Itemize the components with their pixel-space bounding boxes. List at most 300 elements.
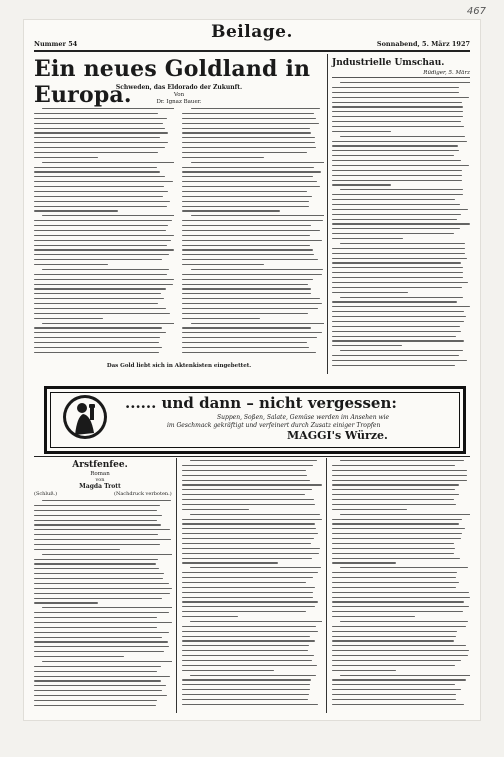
text-line (332, 533, 462, 534)
text-line (332, 331, 461, 332)
newspaper-page (24, 20, 480, 720)
text-line (182, 533, 318, 534)
text-line (34, 685, 166, 686)
text-line (182, 558, 312, 559)
text-line (34, 264, 108, 265)
text-line (332, 553, 454, 554)
text-line (34, 157, 98, 158)
text-line (182, 249, 313, 250)
text-line (34, 598, 162, 599)
text-line (34, 515, 162, 516)
byline-von: Von (173, 92, 185, 98)
text-line (332, 277, 463, 278)
text-line (332, 287, 462, 288)
text-line (182, 245, 310, 246)
text-line (191, 162, 324, 163)
ad-tagline-1: Suppen, Soßen, Salate, Gemüse werden im Ansehen wie (217, 414, 390, 421)
text-line (182, 601, 318, 602)
text-line (332, 543, 454, 544)
text-line (182, 494, 305, 495)
text-line (332, 699, 456, 700)
text-line (34, 171, 160, 172)
rundschau-rule (332, 77, 470, 78)
text-line (332, 199, 455, 200)
text-line (182, 132, 311, 133)
text-line (34, 676, 170, 677)
text-line (332, 558, 460, 559)
text-line (182, 201, 309, 202)
text-line (190, 621, 322, 622)
cook-illustration (61, 393, 109, 441)
text-line (34, 191, 168, 192)
text-line (34, 220, 172, 221)
text-line (340, 82, 470, 83)
text-line (332, 116, 463, 117)
text-line (34, 327, 162, 328)
text-line (34, 284, 173, 285)
text-line (182, 499, 314, 500)
text-line (332, 292, 408, 293)
serial-column-3 (332, 460, 470, 712)
text-line (34, 332, 166, 333)
text-line (34, 632, 169, 633)
text-line (34, 666, 161, 667)
text-line (182, 582, 306, 583)
text-line (340, 460, 464, 461)
text-line (332, 336, 456, 337)
text-line (332, 204, 460, 205)
text-line (182, 259, 318, 260)
text-line (332, 694, 456, 695)
text-line (332, 111, 463, 112)
lead-kicker: Schweden, das Eldorado der Zukunft. (115, 84, 243, 91)
text-line (332, 484, 459, 485)
text-line (34, 245, 167, 246)
text-line (34, 705, 156, 706)
text-line (42, 661, 172, 662)
text-line (182, 465, 313, 466)
text-line (332, 209, 468, 210)
text-line (34, 210, 118, 211)
text-line (34, 352, 159, 353)
lead-closing-line: Das Gold liebt sich in Aktenkisten eingebettet. (106, 363, 252, 369)
text-line (42, 554, 172, 555)
text-line (34, 308, 166, 309)
text-line (332, 97, 469, 98)
text-line (332, 601, 464, 602)
text-line (34, 313, 170, 314)
maggi-advertisement (44, 386, 466, 454)
text-line (34, 544, 160, 545)
text-line (34, 142, 168, 143)
text-line (182, 347, 309, 348)
text-line (332, 504, 456, 505)
text-line (34, 559, 158, 560)
text-line (34, 240, 171, 241)
text-line (332, 306, 470, 307)
text-line (182, 645, 309, 646)
byline-author: Dr. Ignaz Bauer. (156, 99, 202, 105)
text-line (332, 160, 461, 161)
text-line (182, 303, 322, 304)
text-line (332, 538, 461, 539)
text-line (182, 288, 311, 289)
text-line (340, 567, 468, 568)
text-line (182, 352, 316, 353)
text-line (182, 196, 312, 197)
text-line (332, 616, 415, 617)
text-line (332, 228, 460, 229)
text-line (182, 509, 249, 510)
text-line (340, 350, 463, 351)
text-line (34, 113, 158, 114)
text-line (34, 695, 167, 696)
text-line (182, 342, 307, 343)
text-line (182, 210, 280, 211)
text-line (332, 165, 469, 166)
text-line (182, 235, 310, 236)
text-line (34, 549, 120, 550)
text-line (182, 689, 310, 690)
text-line (182, 489, 312, 490)
text-line (182, 577, 313, 578)
serial-genre: Roman (90, 471, 110, 477)
supplement-title: Beilage. (211, 22, 293, 42)
text-line (34, 293, 161, 294)
text-line (34, 279, 174, 280)
text-line (332, 87, 459, 88)
text-line (34, 196, 163, 197)
text-line (182, 123, 319, 124)
text-line (332, 548, 455, 549)
text-line (332, 258, 467, 259)
text-line (34, 602, 98, 603)
text-line (182, 225, 311, 226)
text-line (34, 288, 166, 289)
text-line (332, 509, 407, 510)
text-line (42, 500, 170, 501)
text-line (340, 675, 470, 676)
text-line (34, 137, 160, 138)
text-line (332, 519, 462, 520)
text-line (34, 176, 165, 177)
text-line (34, 612, 169, 613)
text-line (332, 194, 463, 195)
text-line (182, 230, 320, 231)
lead-column-2 (182, 108, 324, 360)
text-line (182, 670, 274, 671)
text-line (182, 597, 313, 598)
text-line (332, 470, 467, 471)
text-line (34, 235, 174, 236)
text-line (34, 627, 157, 628)
column-divider (176, 458, 177, 713)
text-line (332, 92, 459, 93)
text-line (42, 215, 174, 216)
text-line (182, 470, 306, 471)
text-line (182, 548, 320, 549)
text-line (34, 132, 168, 133)
text-line (190, 514, 319, 515)
text-line (332, 102, 462, 103)
text-line (332, 267, 463, 268)
ad-headline: ...... und dann – nicht vergessen: (125, 394, 397, 412)
text-line (332, 326, 460, 327)
text-line (34, 225, 168, 226)
text-line (332, 489, 455, 490)
text-line (182, 484, 322, 485)
text-line (182, 264, 264, 265)
text-line (34, 568, 159, 569)
text-line (332, 301, 457, 302)
text-line (34, 637, 162, 638)
text-line (34, 342, 159, 343)
text-line (340, 621, 467, 622)
text-line (42, 323, 174, 324)
text-line (182, 206, 309, 207)
text-line (182, 562, 278, 563)
text-line (182, 655, 314, 656)
text-line (332, 282, 468, 283)
text-line (182, 587, 315, 588)
text-line (332, 640, 454, 641)
text-line (332, 670, 396, 671)
text-line (332, 219, 457, 220)
text-line (332, 121, 461, 122)
text-line (332, 248, 465, 249)
text-line (332, 345, 402, 346)
text-line (182, 181, 317, 182)
text-line (182, 704, 318, 705)
text-line (332, 233, 454, 234)
text-line (332, 180, 462, 181)
text-line (34, 347, 162, 348)
serial-column-2 (182, 460, 322, 712)
rundschau-dateline: Rüdiger, 5. März (423, 70, 470, 76)
text-line (332, 106, 463, 107)
text-line (332, 253, 465, 254)
text-line (182, 660, 312, 661)
text-line (34, 186, 164, 187)
text-line (34, 337, 160, 338)
text-line (42, 269, 169, 270)
text-line (332, 626, 466, 627)
text-line (182, 538, 314, 539)
text-line (34, 593, 170, 594)
text-line (182, 679, 311, 680)
text-line (332, 321, 464, 322)
text-line (34, 206, 167, 207)
serial-von: von (95, 477, 105, 483)
text-line (182, 572, 318, 573)
text-line (182, 504, 315, 505)
text-line (332, 465, 455, 466)
text-line (182, 274, 322, 275)
text-line (332, 475, 467, 476)
text-line (182, 191, 307, 192)
issue-number: Nummer 54 (34, 40, 78, 48)
text-line (182, 332, 322, 333)
text-line (34, 656, 124, 657)
text-line (332, 360, 467, 361)
text-line (42, 108, 174, 109)
text-line (182, 318, 260, 319)
text-line (332, 636, 456, 637)
text-line (182, 616, 238, 617)
text-line (34, 128, 165, 129)
text-line (182, 640, 315, 641)
text-line (34, 680, 161, 681)
text-line (182, 186, 320, 187)
text-line (34, 147, 165, 148)
text-line (34, 249, 174, 250)
text-line (182, 118, 316, 119)
text-line (182, 475, 307, 476)
text-line (332, 175, 462, 176)
text-line (332, 660, 461, 661)
archive-handwritten-note: 467 (466, 6, 486, 17)
text-line (42, 162, 174, 163)
text-line (34, 646, 169, 647)
text-line (182, 611, 306, 612)
text-line (340, 136, 465, 137)
text-line (332, 689, 461, 690)
text-line (332, 587, 456, 588)
text-line (182, 631, 318, 632)
text-line (34, 123, 163, 124)
text-line (34, 298, 164, 299)
text-line (182, 519, 322, 520)
text-line (34, 573, 164, 574)
text-line (42, 607, 172, 608)
text-line (332, 523, 459, 524)
text-line (182, 528, 316, 529)
text-line (332, 184, 391, 185)
ad-tagline-2: im Geschmack gekräftigt und verfeinert durch Zusatz einiger Tropfen (167, 422, 381, 429)
text-line (332, 223, 470, 224)
issue-date: Sonnabend, 5. März 1927 (376, 40, 470, 48)
text-line (332, 480, 467, 481)
text-line (34, 230, 166, 231)
text-line (332, 126, 464, 127)
text-line (182, 293, 311, 294)
text-line (190, 675, 315, 676)
text-line (332, 665, 455, 666)
text-line (182, 650, 308, 651)
text-line (34, 303, 158, 304)
serial-column-1 (34, 500, 172, 712)
text-line (332, 562, 396, 563)
text-line (34, 167, 157, 168)
text-line (34, 539, 171, 540)
text-line (332, 645, 466, 646)
text-line (340, 189, 463, 190)
text-line (34, 505, 160, 506)
text-line (34, 690, 162, 691)
text-line (182, 480, 310, 481)
text-line (182, 308, 318, 309)
text-line (34, 700, 157, 701)
rundschau-title: Jndustrielle Umschau. (332, 58, 445, 68)
text-line (34, 254, 169, 255)
serial-copyright-note: (Nachdruck verboten.) (114, 491, 172, 497)
text-line (34, 583, 169, 584)
ad-brand-name: MAGGI's Würze. (287, 429, 388, 442)
text-line (340, 243, 465, 244)
text-line (182, 592, 313, 593)
text-line (182, 523, 315, 524)
text-line (182, 113, 314, 114)
text-line (182, 128, 310, 129)
text-line (34, 588, 172, 589)
text-line (332, 141, 467, 142)
text-line (182, 157, 264, 158)
text-line (182, 543, 311, 544)
text-line (332, 170, 462, 171)
text-line (182, 284, 308, 285)
serial-part-note: (Schluß.) (34, 491, 58, 497)
text-line (182, 254, 314, 255)
text-line (182, 313, 308, 314)
text-line (332, 499, 454, 500)
text-line (182, 665, 317, 666)
text-line (182, 147, 316, 148)
text-line (34, 617, 157, 618)
text-line (34, 651, 164, 652)
text-line (34, 524, 161, 525)
text-line (34, 563, 156, 564)
text-line (191, 215, 324, 216)
text-line (190, 567, 320, 568)
text-line (332, 340, 464, 341)
text-line (332, 155, 454, 156)
text-line (182, 176, 313, 177)
text-line (182, 694, 309, 695)
text-line (332, 214, 461, 215)
section-rule (34, 456, 470, 457)
text-line (34, 671, 157, 672)
text-line (332, 650, 469, 651)
text-line (182, 220, 323, 221)
text-line (182, 298, 320, 299)
text-line (332, 704, 464, 705)
text-line (332, 611, 463, 612)
text-line (332, 577, 456, 578)
text-line (332, 145, 458, 146)
text-line (332, 582, 459, 583)
text-line (340, 297, 462, 298)
text-line (34, 318, 103, 319)
text-line (182, 152, 307, 153)
text-line (34, 259, 162, 260)
text-line (332, 238, 403, 239)
text-line (332, 684, 455, 685)
text-line (34, 529, 170, 530)
masthead (34, 20, 470, 50)
masthead-rule (34, 50, 470, 52)
text-line (182, 636, 310, 637)
text-line (34, 622, 172, 623)
text-line (332, 679, 466, 680)
text-line (34, 641, 168, 642)
text-line (182, 167, 314, 168)
text-line (332, 655, 468, 656)
text-line (332, 365, 455, 366)
text-line (34, 274, 167, 275)
text-line (34, 118, 167, 119)
text-line (332, 631, 457, 632)
text-line (182, 137, 315, 138)
